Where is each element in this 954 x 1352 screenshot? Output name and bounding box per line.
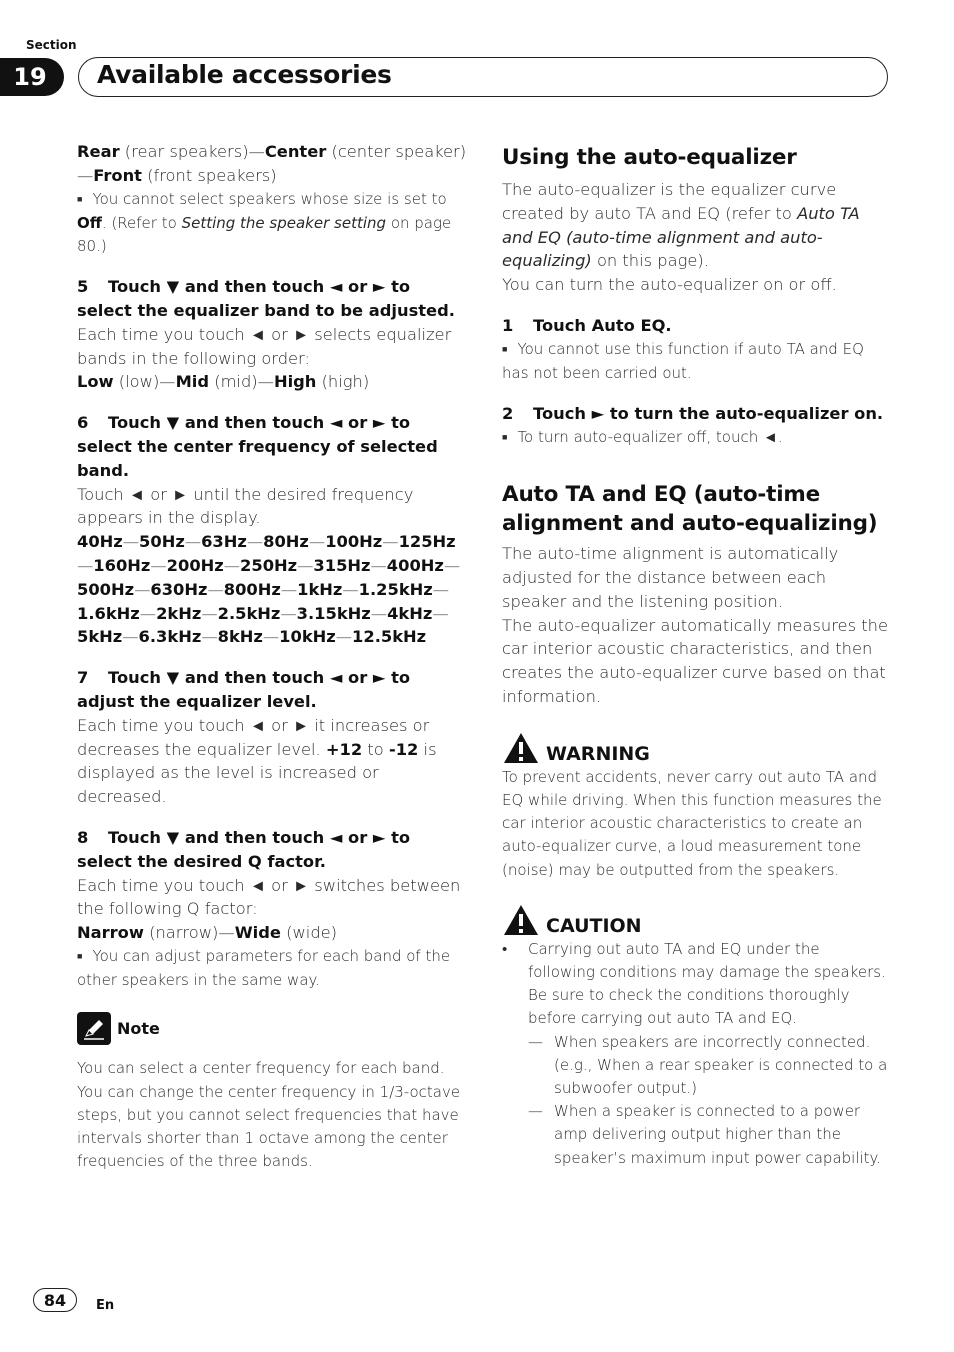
right-column: [502, 140, 890, 1170]
right-step-2-bullet: [502, 426, 890, 450]
frequency-item: 125Hz: [398, 532, 456, 552]
frequency-separator: —: [443, 555, 461, 575]
band-order: [77, 370, 467, 394]
q-wide-desc: (wide): [286, 923, 338, 943]
frequency-separator: —: [335, 627, 353, 647]
speaker-rear: Rear: [77, 142, 120, 161]
note-header: [77, 1012, 467, 1045]
frequency-item: 1.25kHz: [358, 579, 433, 599]
auto-eq-toggle-text: You can turn the auto-equalizer on or off.: [502, 275, 837, 295]
frequency-item: 12.5kHz: [352, 627, 427, 647]
frequency-item: 3.15kHz: [296, 603, 371, 623]
step-text: Touch ► to turn the auto-equalizer on.: [533, 404, 884, 424]
speaker-center-desc: (center speaker): [331, 142, 467, 161]
dash-text: When speakers are incorrectly connected. (e.g., When a rear speaker is connected to a subwoofer output.): [554, 1032, 888, 1097]
frequency-separator: —: [150, 555, 167, 575]
reference-link: Auto TA and EQ (auto-time alignment and auto-equalizing): [502, 203, 860, 271]
frequency-separator: —: [382, 532, 399, 552]
frequency-separator: —: [201, 627, 218, 647]
bullet-text: You cannot select speakers whose size is set to: [92, 189, 447, 208]
frequency-item: 400Hz: [386, 555, 444, 575]
band-high-desc: (high): [321, 372, 370, 392]
page-title: Available accessories: [97, 60, 392, 89]
step-number: 5: [77, 277, 89, 297]
frequency-item: 40Hz: [77, 532, 123, 552]
frequency-item: 100Hz: [325, 532, 383, 552]
frequency-item: 250Hz: [240, 555, 298, 575]
q-factor-options: [77, 921, 467, 945]
frequency-separator: —: [370, 555, 387, 575]
speaker-front-desc: (front speakers): [147, 165, 277, 185]
bullet-square-icon: ■: [502, 432, 508, 443]
level-min: -12: [388, 739, 419, 759]
level-max: +12: [325, 739, 363, 759]
frequency-item: 63Hz: [201, 532, 247, 552]
bullet-text: You can adjust parameters for each band of the other speakers in the same way.: [77, 946, 451, 990]
frequency-item: 5kHz: [77, 627, 123, 647]
speaker-rear-desc: (rear speakers)—: [124, 142, 265, 161]
frequency-separator: —: [297, 555, 314, 575]
warning-label: WARNING: [546, 742, 650, 765]
frequency-separator: —: [122, 627, 139, 647]
warning-triangle-icon: [502, 731, 540, 765]
step-text: to: [367, 739, 384, 759]
warning-header: [502, 731, 890, 765]
reference-link: Setting the speaker setting: [181, 213, 387, 232]
step-text: Touch ▼ and then touch ◄ or ► to select the equalizer band to be adjusted.: [77, 277, 455, 320]
step-text: Touch Auto EQ.: [533, 315, 672, 335]
frequency-item: 1.6kHz: [77, 603, 140, 623]
frequency-item: 630Hz: [150, 579, 208, 599]
step-5-body: Each time you touch ◄ or ► selects equalizer bands in the following order:: [77, 324, 452, 368]
step-text: Touch ▼ and then touch ◄ or ► to select the center frequency of selected band.: [77, 413, 438, 480]
note-body: You can select a center frequency for each band. You can change the center frequency in 1/3-octave steps, but you cannot select frequencies that have intervals shorter than 1 octave among the center frequencies of the three bands.: [77, 1059, 461, 1171]
off-value: Off: [77, 213, 102, 232]
frequency-item: 500Hz: [77, 579, 135, 599]
frequency-item: 80Hz: [263, 532, 309, 552]
caution-dash-item: [502, 1031, 890, 1101]
speaker-center: Center: [264, 142, 327, 161]
frequency-separator: —: [184, 532, 202, 552]
frequency-item: 10kHz: [279, 627, 336, 647]
bullet-text: To turn auto-equalizer off, touch ◄.: [517, 427, 783, 446]
band-mid: Mid: [175, 372, 210, 392]
band-low: Low: [77, 372, 114, 392]
bullet-text: . (Refer to: [101, 213, 177, 232]
bullet-square-icon: ■: [77, 951, 83, 962]
bullet-adjust-params: [77, 945, 467, 992]
bullet-text: Carrying out auto TA and EQ under the following conditions may damage the speakers. Be sure to check the conditions thoroughly before carrying out auto TA and EQ.: [528, 939, 886, 1028]
auto-ta-paragraph-2: The auto-equalizer automatically measures the car interior acoustic characteristics, and then creates the auto-equalizer curve based on that information.: [502, 615, 888, 706]
frequency-item: 160Hz: [93, 555, 151, 575]
left-column: [77, 140, 467, 1173]
dash-text: When a speaker is connected to a power amp delivering output higher than the speaker’s maximum input power capability.: [554, 1102, 882, 1167]
frequency-item: 800Hz: [223, 579, 281, 599]
bullet-speaker-size: [77, 188, 467, 259]
bullet-text: You cannot use this function if auto TA and EQ has not been carried out.: [502, 339, 864, 382]
pencil-note-icon: [77, 1012, 111, 1045]
frequency-separator: —: [370, 603, 388, 623]
frequency-item: 315Hz: [313, 555, 371, 575]
bullet-dot-icon: •: [502, 939, 508, 958]
step-8-title: [77, 826, 467, 874]
frequency-item: 4kHz: [387, 603, 433, 623]
q-narrow: Narrow: [77, 923, 144, 943]
speaker-front-sep: —: [77, 165, 94, 185]
language-label: En: [96, 1298, 115, 1313]
caution-dash-item: [502, 1100, 890, 1170]
heading-auto-equalizer: Using the auto-equalizer: [502, 145, 797, 170]
step-text: is displayed as the level is increased or decreased.: [77, 739, 437, 807]
note-label: Note: [117, 1018, 160, 1038]
frequency-separator: —: [308, 532, 326, 552]
caution-label: CAUTION: [546, 914, 642, 937]
step-number: 6: [77, 413, 89, 433]
frequency-separator: —: [262, 627, 280, 647]
bullet-text: on page 80.): [77, 213, 452, 255]
step-number: 2: [502, 404, 514, 424]
speaker-front: Front: [93, 165, 142, 185]
caution-bullet: [502, 938, 890, 1031]
step-6-body: Touch ◄ or ► until the desired frequency appears in the display.: [77, 484, 414, 528]
frequency-separator: —: [280, 579, 298, 599]
bullet-square-icon: ■: [77, 194, 83, 205]
dash-icon: —: [528, 1032, 543, 1051]
step-text: Touch ▼ and then touch ◄ or ► to select the desired Q factor.: [77, 827, 411, 871]
frequency-item: 2kHz: [156, 603, 202, 623]
heading-auto-ta-eq: Auto TA and EQ (auto-time alignment and auto-equalizing): [502, 482, 878, 537]
speaker-order: [77, 140, 467, 188]
step-7-title: [77, 666, 467, 714]
frequency-item: 1kHz: [297, 579, 343, 599]
page-number: 84: [33, 1288, 77, 1312]
band-mid-desc: (mid)—: [214, 372, 274, 392]
frequency-separator: —: [122, 532, 140, 552]
step-text: Touch ▼ and then touch ◄ or ► to adjust the equalizer level.: [77, 668, 411, 711]
auto-ta-paragraph-1: The auto-time alignment is automatically adjusted for the distance between each speaker and the listening position.: [502, 544, 839, 611]
right-step-2-title: [502, 402, 890, 426]
right-step-1-title: [502, 314, 890, 338]
frequency-item: 6.3kHz: [138, 627, 202, 647]
frequency-item: 8kHz: [217, 627, 263, 647]
step-6-title: [77, 411, 467, 482]
dash-icon: —: [528, 1102, 543, 1121]
section-label: Section: [26, 38, 77, 52]
body-text: The auto-equalizer is the equalizer curve created by auto TA and EQ (refer to: [502, 180, 837, 223]
step-7-body: [77, 714, 467, 809]
frequency-separator: —: [246, 532, 264, 552]
auto-eq-intro: [502, 178, 890, 273]
frequency-separator: —: [139, 603, 157, 623]
right-step-1-bullet: [502, 338, 890, 385]
frequency-item: 2.5kHz: [217, 603, 281, 623]
caution-triangle-icon: [502, 903, 540, 937]
step-number: 1: [502, 315, 514, 335]
frequency-separator: —: [223, 555, 241, 575]
q-wide: Wide: [234, 923, 281, 943]
q-narrow-desc: (narrow)—: [149, 923, 235, 943]
caution-header: [502, 903, 890, 937]
step-number: 7: [77, 668, 89, 688]
step-8-body: Each time you touch ◄ or ► switches between the following Q factor:: [77, 875, 461, 919]
frequency-separator: —: [207, 579, 224, 599]
frequency-separator: —: [432, 603, 449, 623]
band-low-desc: (low)—: [118, 372, 176, 392]
frequency-separator: —: [77, 555, 94, 575]
frequency-item: 200Hz: [166, 555, 224, 575]
bullet-square-icon: ■: [502, 344, 508, 355]
frequency-separator: —: [432, 579, 450, 599]
frequency-list: [77, 530, 467, 649]
step-number: 8: [77, 827, 89, 847]
warning-body: To prevent accidents, never carry out auto TA and EQ while driving. When this function measures the car interior acoustic characteristics to create an auto-equalizer curve, a loud measurement tone (noise) may be outputted from the speakers.: [502, 767, 882, 879]
step-text: Each time you touch ◄ or ► it increases or decreases the equalizer level.: [77, 715, 430, 759]
frequency-separator: —: [280, 603, 297, 623]
frequency-separator: —: [134, 579, 151, 599]
frequency-separator: —: [342, 579, 359, 599]
body-text: on this page).: [596, 251, 709, 271]
section-number-badge: 19: [0, 58, 64, 96]
step-5-title: [77, 275, 467, 323]
frequency-item: 50Hz: [139, 532, 185, 552]
band-high: High: [273, 372, 317, 392]
frequency-separator: —: [201, 603, 218, 623]
